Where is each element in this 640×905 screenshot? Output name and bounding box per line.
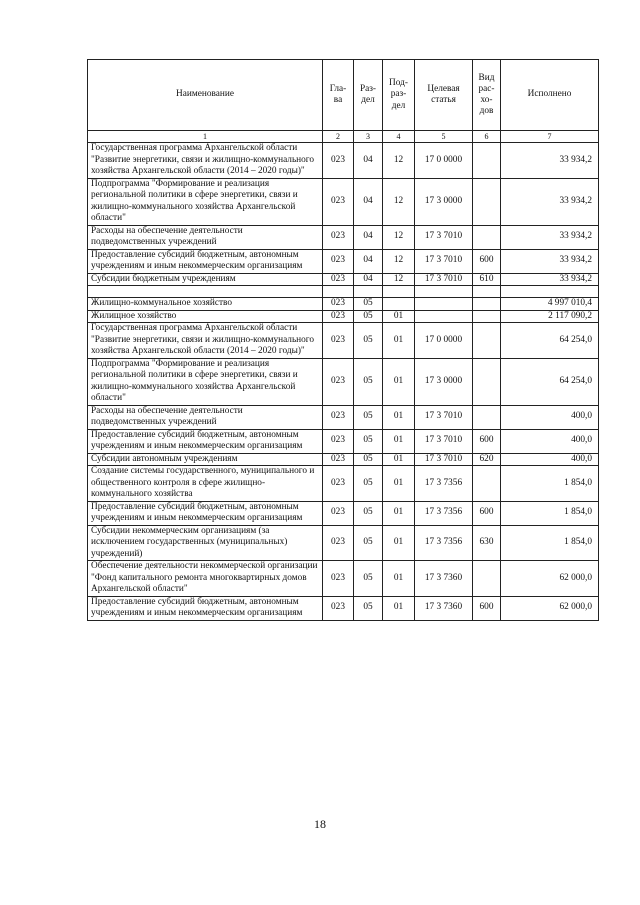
header-podrazdel: Под- раз- дел [383, 60, 415, 131]
row-glava: 023 [323, 405, 354, 429]
row-tselevaya-statya: 17 3 7010 [415, 453, 473, 466]
header-row [88, 60, 599, 131]
row-amount: 33 934,2 [501, 178, 599, 225]
row-tselevaya-statya [415, 310, 473, 323]
row-tselevaya-statya: 17 3 7010 [415, 405, 473, 429]
row-amount: 1 854,0 [501, 525, 599, 561]
row-tselevaya-statya: 17 3 7356 [415, 466, 473, 502]
row-vid-raskhodov: 630 [473, 525, 501, 561]
row-tselevaya-statya: 17 0 0000 [415, 323, 473, 359]
table-row [88, 310, 599, 323]
row-vid-raskhodov [473, 310, 501, 323]
header-tselevaya-statya: Целевая статья [415, 60, 473, 131]
row-vid-raskhodov [473, 561, 501, 597]
table-body [88, 143, 599, 621]
row-tselevaya-statya: 17 3 7010 [415, 429, 473, 453]
row-name: Подпрограмма "Формирование и реализация региональной политики в сфере энергетики, связи и жилищно-коммунального хозяйства Архангельской области" [88, 178, 323, 225]
row-razdel: 05 [354, 405, 383, 429]
row-glava: 023 [323, 273, 354, 286]
header-vid-raskhodov: Вид рас- хо- дов [473, 60, 501, 131]
table-row [88, 596, 599, 620]
row-razdel: 05 [354, 561, 383, 597]
empty-cell [501, 286, 599, 298]
row-glava: 023 [323, 249, 354, 273]
table-row [88, 453, 599, 466]
row-tselevaya-statya: 17 0 0000 [415, 143, 473, 179]
row-amount: 33 934,2 [501, 273, 599, 286]
row-name: Субсидии бюджетным учреждениям [88, 273, 323, 286]
row-name: Государственная программа Архангельской области "Развитие энергетики, связи и жилищно-коммунального хозяйства Архангельской области (2014 – 2020 годы)" [88, 143, 323, 179]
row-glava: 023 [323, 561, 354, 597]
row-podrazdel: 12 [383, 178, 415, 225]
row-podrazdel: 01 [383, 596, 415, 620]
row-razdel: 04 [354, 225, 383, 249]
row-vid-raskhodov [473, 178, 501, 225]
row-glava: 023 [323, 143, 354, 179]
row-amount: 400,0 [501, 453, 599, 466]
row-podrazdel: 01 [383, 525, 415, 561]
row-podrazdel: 12 [383, 143, 415, 179]
row-name: Предоставление субсидий бюджетным, автономным учреждениям и иным некоммерческим организациям [88, 249, 323, 273]
row-name: Создание системы государственного, муниципального и общественного контроля в сфере жилищно-коммунального хозяйства [88, 466, 323, 502]
row-glava: 023 [323, 298, 354, 311]
row-name: Жилищно-коммунальное хозяйство [88, 298, 323, 311]
table-row-spacer [88, 286, 599, 298]
row-tselevaya-statya [415, 298, 473, 311]
row-vid-raskhodov [473, 466, 501, 502]
row-tselevaya-statya: 17 3 7010 [415, 225, 473, 249]
table-row [88, 501, 599, 525]
row-tselevaya-statya: 17 3 7010 [415, 249, 473, 273]
column-number: 5 [415, 131, 473, 143]
page-number: 18 [314, 817, 326, 831]
row-name: Предоставление субсидий бюджетным, автономным учреждениям и иным некоммерческим организациям [88, 429, 323, 453]
row-glava: 023 [323, 466, 354, 502]
row-vid-raskhodov: 600 [473, 249, 501, 273]
row-tselevaya-statya: 17 3 0000 [415, 358, 473, 405]
row-amount: 64 254,0 [501, 323, 599, 359]
row-podrazdel: 01 [383, 358, 415, 405]
row-glava: 023 [323, 358, 354, 405]
table-row [88, 323, 599, 359]
column-number: 6 [473, 131, 501, 143]
row-razdel: 04 [354, 178, 383, 225]
row-podrazdel: 12 [383, 225, 415, 249]
table-row [88, 178, 599, 225]
row-razdel: 04 [354, 273, 383, 286]
column-number: 2 [323, 131, 354, 143]
row-tselevaya-statya: 17 3 0000 [415, 178, 473, 225]
row-razdel: 05 [354, 466, 383, 502]
row-amount: 33 934,2 [501, 143, 599, 179]
row-podrazdel: 01 [383, 405, 415, 429]
row-amount: 1 854,0 [501, 466, 599, 502]
row-name: Жилищное хозяйство [88, 310, 323, 323]
header-razdel: Раз- дел [354, 60, 383, 131]
row-glava: 023 [323, 596, 354, 620]
table-row [88, 273, 599, 286]
row-glava: 023 [323, 310, 354, 323]
row-amount: 1 854,0 [501, 501, 599, 525]
row-amount: 400,0 [501, 429, 599, 453]
row-name: Предоставление субсидий бюджетным, автономным учреждениям и иным некоммерческим организациям [88, 596, 323, 620]
column-number: 7 [501, 131, 599, 143]
row-glava: 023 [323, 225, 354, 249]
table-row [88, 225, 599, 249]
row-tselevaya-statya: 17 3 7010 [415, 273, 473, 286]
row-tselevaya-statya: 17 3 7360 [415, 596, 473, 620]
row-name: Обеспечение деятельности некоммерческой организации "Фонд капитального ремонта многоквартирных домов Архангельской области" [88, 561, 323, 597]
row-podrazdel [383, 298, 415, 311]
row-tselevaya-statya: 17 3 7356 [415, 501, 473, 525]
row-razdel: 05 [354, 323, 383, 359]
row-vid-raskhodov: 600 [473, 429, 501, 453]
row-tselevaya-statya: 17 3 7356 [415, 525, 473, 561]
row-name: Расходы на обеспечение деятельности подведомственных учреждений [88, 405, 323, 429]
row-razdel: 05 [354, 298, 383, 311]
row-razdel: 05 [354, 596, 383, 620]
header-ispolneno: Исполнено [501, 60, 599, 131]
empty-cell [88, 286, 323, 298]
row-amount: 400,0 [501, 405, 599, 429]
row-amount: 62 000,0 [501, 561, 599, 597]
row-razdel: 05 [354, 525, 383, 561]
row-podrazdel: 01 [383, 501, 415, 525]
budget-table [87, 59, 599, 621]
row-name: Государственная программа Архангельской области "Развитие энергетики, связи и жилищно-коммунального хозяйства Архангельской области (2014 – 2020 годы)" [88, 323, 323, 359]
row-name: Субсидии автономным учреждениям [88, 453, 323, 466]
row-vid-raskhodov [473, 405, 501, 429]
row-amount: 4 997 010,4 [501, 298, 599, 311]
column-number: 1 [88, 131, 323, 143]
row-glava: 023 [323, 525, 354, 561]
row-glava: 023 [323, 178, 354, 225]
row-amount: 2 117 090,2 [501, 310, 599, 323]
row-podrazdel: 01 [383, 466, 415, 502]
header-name: Наименование [88, 60, 323, 131]
row-glava: 023 [323, 323, 354, 359]
row-name: Расходы на обеспечение деятельности подведомственных учреждений [88, 225, 323, 249]
row-vid-raskhodov [473, 298, 501, 311]
row-podrazdel: 01 [383, 323, 415, 359]
row-vid-raskhodov [473, 143, 501, 179]
row-razdel: 04 [354, 249, 383, 273]
empty-cell [473, 286, 501, 298]
row-name: Предоставление субсидий бюджетным, автономным учреждениям и иным некоммерческим организациям [88, 501, 323, 525]
row-podrazdel: 01 [383, 310, 415, 323]
row-razdel: 05 [354, 501, 383, 525]
row-amount: 33 934,2 [501, 225, 599, 249]
row-vid-raskhodov: 600 [473, 596, 501, 620]
row-amount: 62 000,0 [501, 596, 599, 620]
row-vid-raskhodov: 600 [473, 501, 501, 525]
table-row [88, 429, 599, 453]
row-vid-raskhodov [473, 225, 501, 249]
table-row [88, 249, 599, 273]
row-name: Субсидии некоммерческим организациям (за исключением государственных (муниципальных) учреждений) [88, 525, 323, 561]
row-vid-raskhodov [473, 323, 501, 359]
table-row [88, 561, 599, 597]
empty-cell [415, 286, 473, 298]
row-glava: 023 [323, 429, 354, 453]
empty-cell [383, 286, 415, 298]
empty-cell [354, 286, 383, 298]
row-podrazdel: 12 [383, 273, 415, 286]
row-name: Подпрограмма "Формирование и реализация региональной политики в сфере энергетики, связи и жилищно-коммунального хозяйства Архангельской области" [88, 358, 323, 405]
row-razdel: 05 [354, 453, 383, 466]
row-amount: 64 254,0 [501, 358, 599, 405]
table-row [88, 525, 599, 561]
row-vid-raskhodov [473, 358, 501, 405]
row-glava: 023 [323, 501, 354, 525]
row-razdel: 05 [354, 310, 383, 323]
column-number: 3 [354, 131, 383, 143]
row-amount: 33 934,2 [501, 249, 599, 273]
table-row [88, 298, 599, 311]
row-vid-raskhodov: 610 [473, 273, 501, 286]
row-razdel: 05 [354, 358, 383, 405]
table-row [88, 466, 599, 502]
table-row [88, 358, 599, 405]
header-glava: Гла- ва [323, 60, 354, 131]
row-podrazdel: 01 [383, 561, 415, 597]
empty-cell [323, 286, 354, 298]
row-glava: 023 [323, 453, 354, 466]
row-razdel: 05 [354, 429, 383, 453]
row-podrazdel: 12 [383, 249, 415, 273]
row-tselevaya-statya: 17 3 7360 [415, 561, 473, 597]
column-number-row [88, 131, 599, 143]
row-vid-raskhodov: 620 [473, 453, 501, 466]
row-razdel: 04 [354, 143, 383, 179]
row-podrazdel: 01 [383, 429, 415, 453]
column-number: 4 [383, 131, 415, 143]
table-row [88, 143, 599, 179]
row-podrazdel: 01 [383, 453, 415, 466]
table-row [88, 405, 599, 429]
